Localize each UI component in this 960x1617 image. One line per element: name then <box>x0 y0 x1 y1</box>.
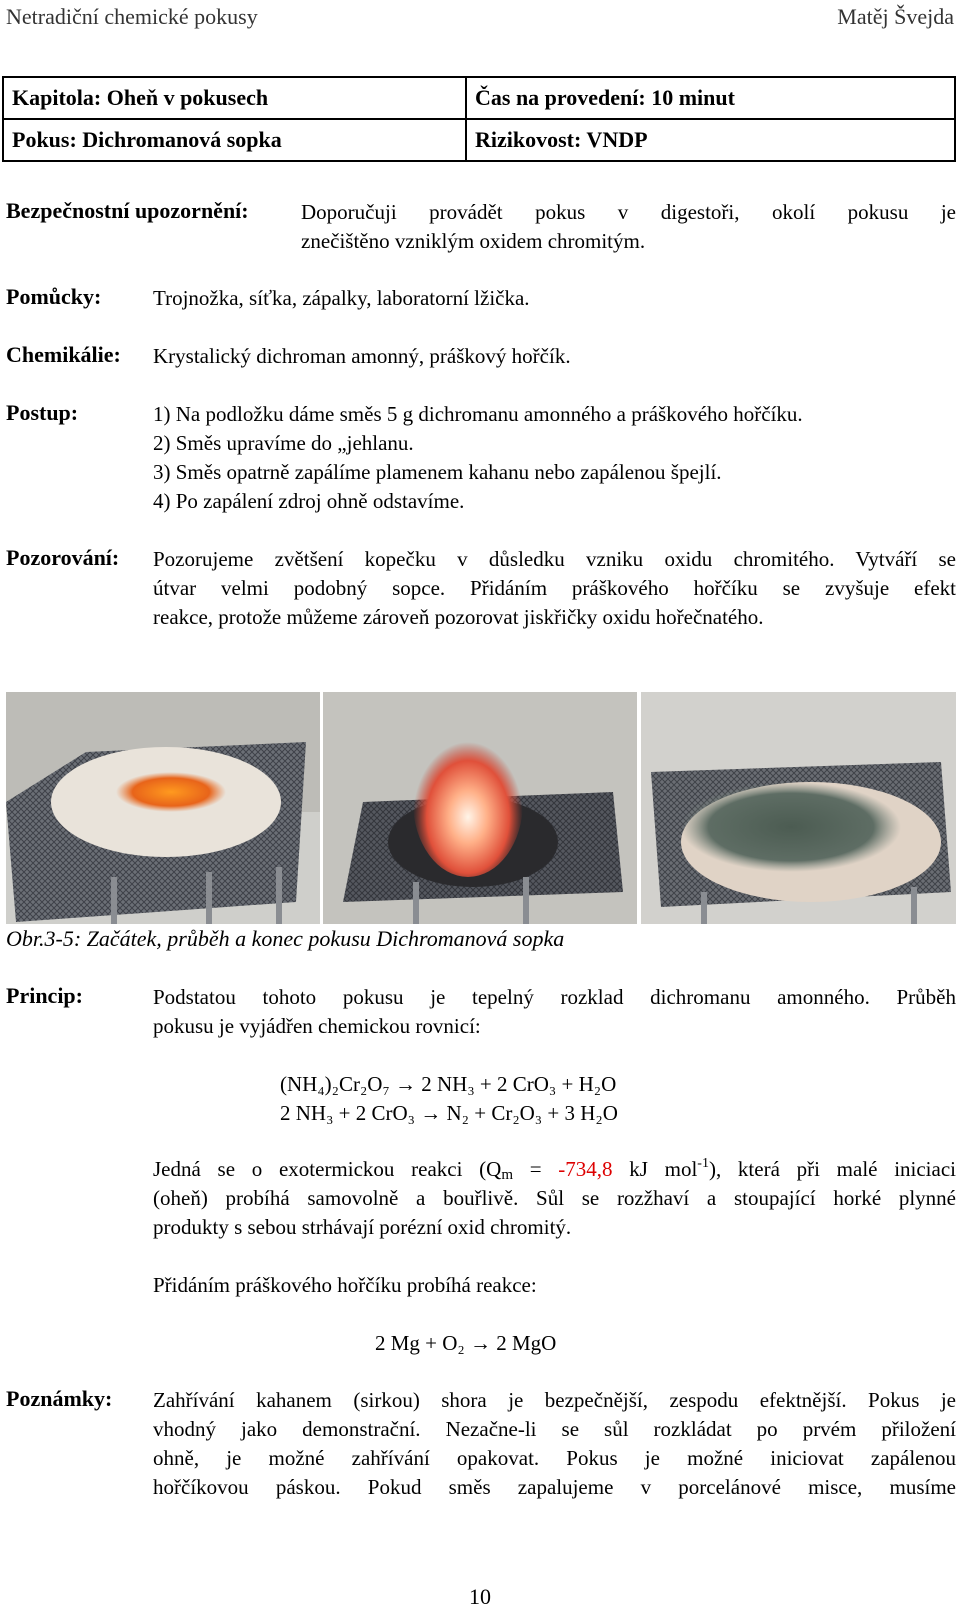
observation-line-3: reakce, protože můžeme zároveň pozorovat jiskřičky oxidu hořečnatého. <box>153 605 764 629</box>
principle-label: Princip: <box>6 983 83 1008</box>
procedure-step-3: 3) Směs opatrně zapálíme plamenem kahanu nebo zapálenou špejlí. <box>153 460 722 484</box>
figure-caption: Obr.3-5: Začátek, průběh a konec pokusu Dichromanová sopka <box>6 926 565 951</box>
principle-para1-line-2: (oheň) probíhá samovolně a bouřlivě. Sůl se rozžhaví a stoupající horké plynné <box>153 1186 956 1210</box>
chemicals-text: Krystalický dichroman amonný, práškový hořčík. <box>153 344 571 368</box>
procedure-step-2: 2) Směs upravíme do „jehlanu. <box>153 431 414 455</box>
procedure-step-4: 4) Po zapálení zdroj ohně odstavíme. <box>153 489 465 513</box>
notes-line-1: Zahřívání kahanem (sirkou) shora je bezpečnější, zespodu efektnější. Pokus je <box>153 1388 956 1412</box>
principle-line-1: Podstatou tohoto pokusu je tepelný rozklad dichromanu amonného. Průběh <box>153 985 956 1009</box>
enthalpy-value: -734,8 <box>558 1157 613 1181</box>
running-header-right: Matěj Švejda <box>837 4 954 29</box>
risk-cell: Rizikovost: VNDP <box>466 119 955 161</box>
principle-para1-line-3: produkty s sebou strhávají porézní oxid chromitý. <box>153 1215 572 1239</box>
chemicals-label: Chemikálie: <box>6 342 121 367</box>
notes-line-2: vhodný jako demonstrační. Nezačne-li se sůl rozkládat po prvém přiložení <box>153 1417 956 1441</box>
safety-line-1: Doporučuji provádět pokus v digestoři, okolí pokusu je <box>301 200 956 224</box>
experiment-cell: Pokus: Dichromanová sopka <box>3 119 466 161</box>
chapter-cell: Kapitola: Oheň v pokusech <box>3 77 466 119</box>
time-cell: Čas na provedení: 10 minut <box>466 77 955 119</box>
observation-line-1: Pozorujeme zvětšení kopečku v důsledku vzniku oxidu chromitého. Vytváří se <box>153 547 956 571</box>
tools-label: Pomůcky: <box>6 284 102 309</box>
principle-para1-line-1: Jedná se o exotermickou reakci ($Q_m = -734,8$ kJ mol$^{-1}$), která při malé iniciaci <box>153 1156 956 1183</box>
principle-para2: Přidáním práškového hořčíku probíhá reakce: <box>153 1273 537 1297</box>
principle-line-2: pokusu je vyjádřen chemickou rovnicí: <box>153 1014 481 1038</box>
notes-line-4: hořčíkovou páskou. Pokud směs zapalujeme v porcelánové misce, musíme <box>153 1475 956 1499</box>
page-number: 10 <box>469 1584 491 1609</box>
procedure-step-1: 1) Na podložku dáme směs 5 g dichromanu amonného a práškového hořčíku. <box>153 402 803 426</box>
equation-2: 2 NH₃ + 2 CrO₃ → N₂ + Cr₂O₃ + 3 H₂O <box>280 1101 618 1125</box>
photo-start <box>6 692 320 924</box>
experiment-info-table <box>2 76 956 162</box>
notes-label: Poznámky: <box>6 1386 113 1411</box>
observation-line-2: útvar velmi podobný sopce. Přidáním práškového hořčíku se zvyšuje efekt <box>153 576 956 600</box>
equation-3: 2 Mg + O₂ → 2 MgO <box>375 1331 557 1355</box>
photo-end <box>641 692 956 924</box>
safety-line-2: znečištěno vzniklým oxidem chromitým. <box>301 229 646 253</box>
photo-progress <box>323 692 637 924</box>
notes-line-3: ohně, je možné zahřívání opakovat. Pokus je možné iniciovat zapálenou <box>153 1446 956 1470</box>
safety-label: Bezpečnostní upozornění: <box>6 198 249 223</box>
equation-1: (NH₄)₂Cr₂O₇ → 2 NH₃ + 2 CrO₃ + H₂O <box>280 1072 617 1096</box>
tools-text: Trojnožka, síťka, zápalky, laboratorní lžička. <box>153 286 530 310</box>
procedure-label: Postup: <box>6 400 79 425</box>
running-header-left: Netradiční chemické pokusy <box>6 4 258 29</box>
observation-label: Pozorování: <box>6 545 120 570</box>
